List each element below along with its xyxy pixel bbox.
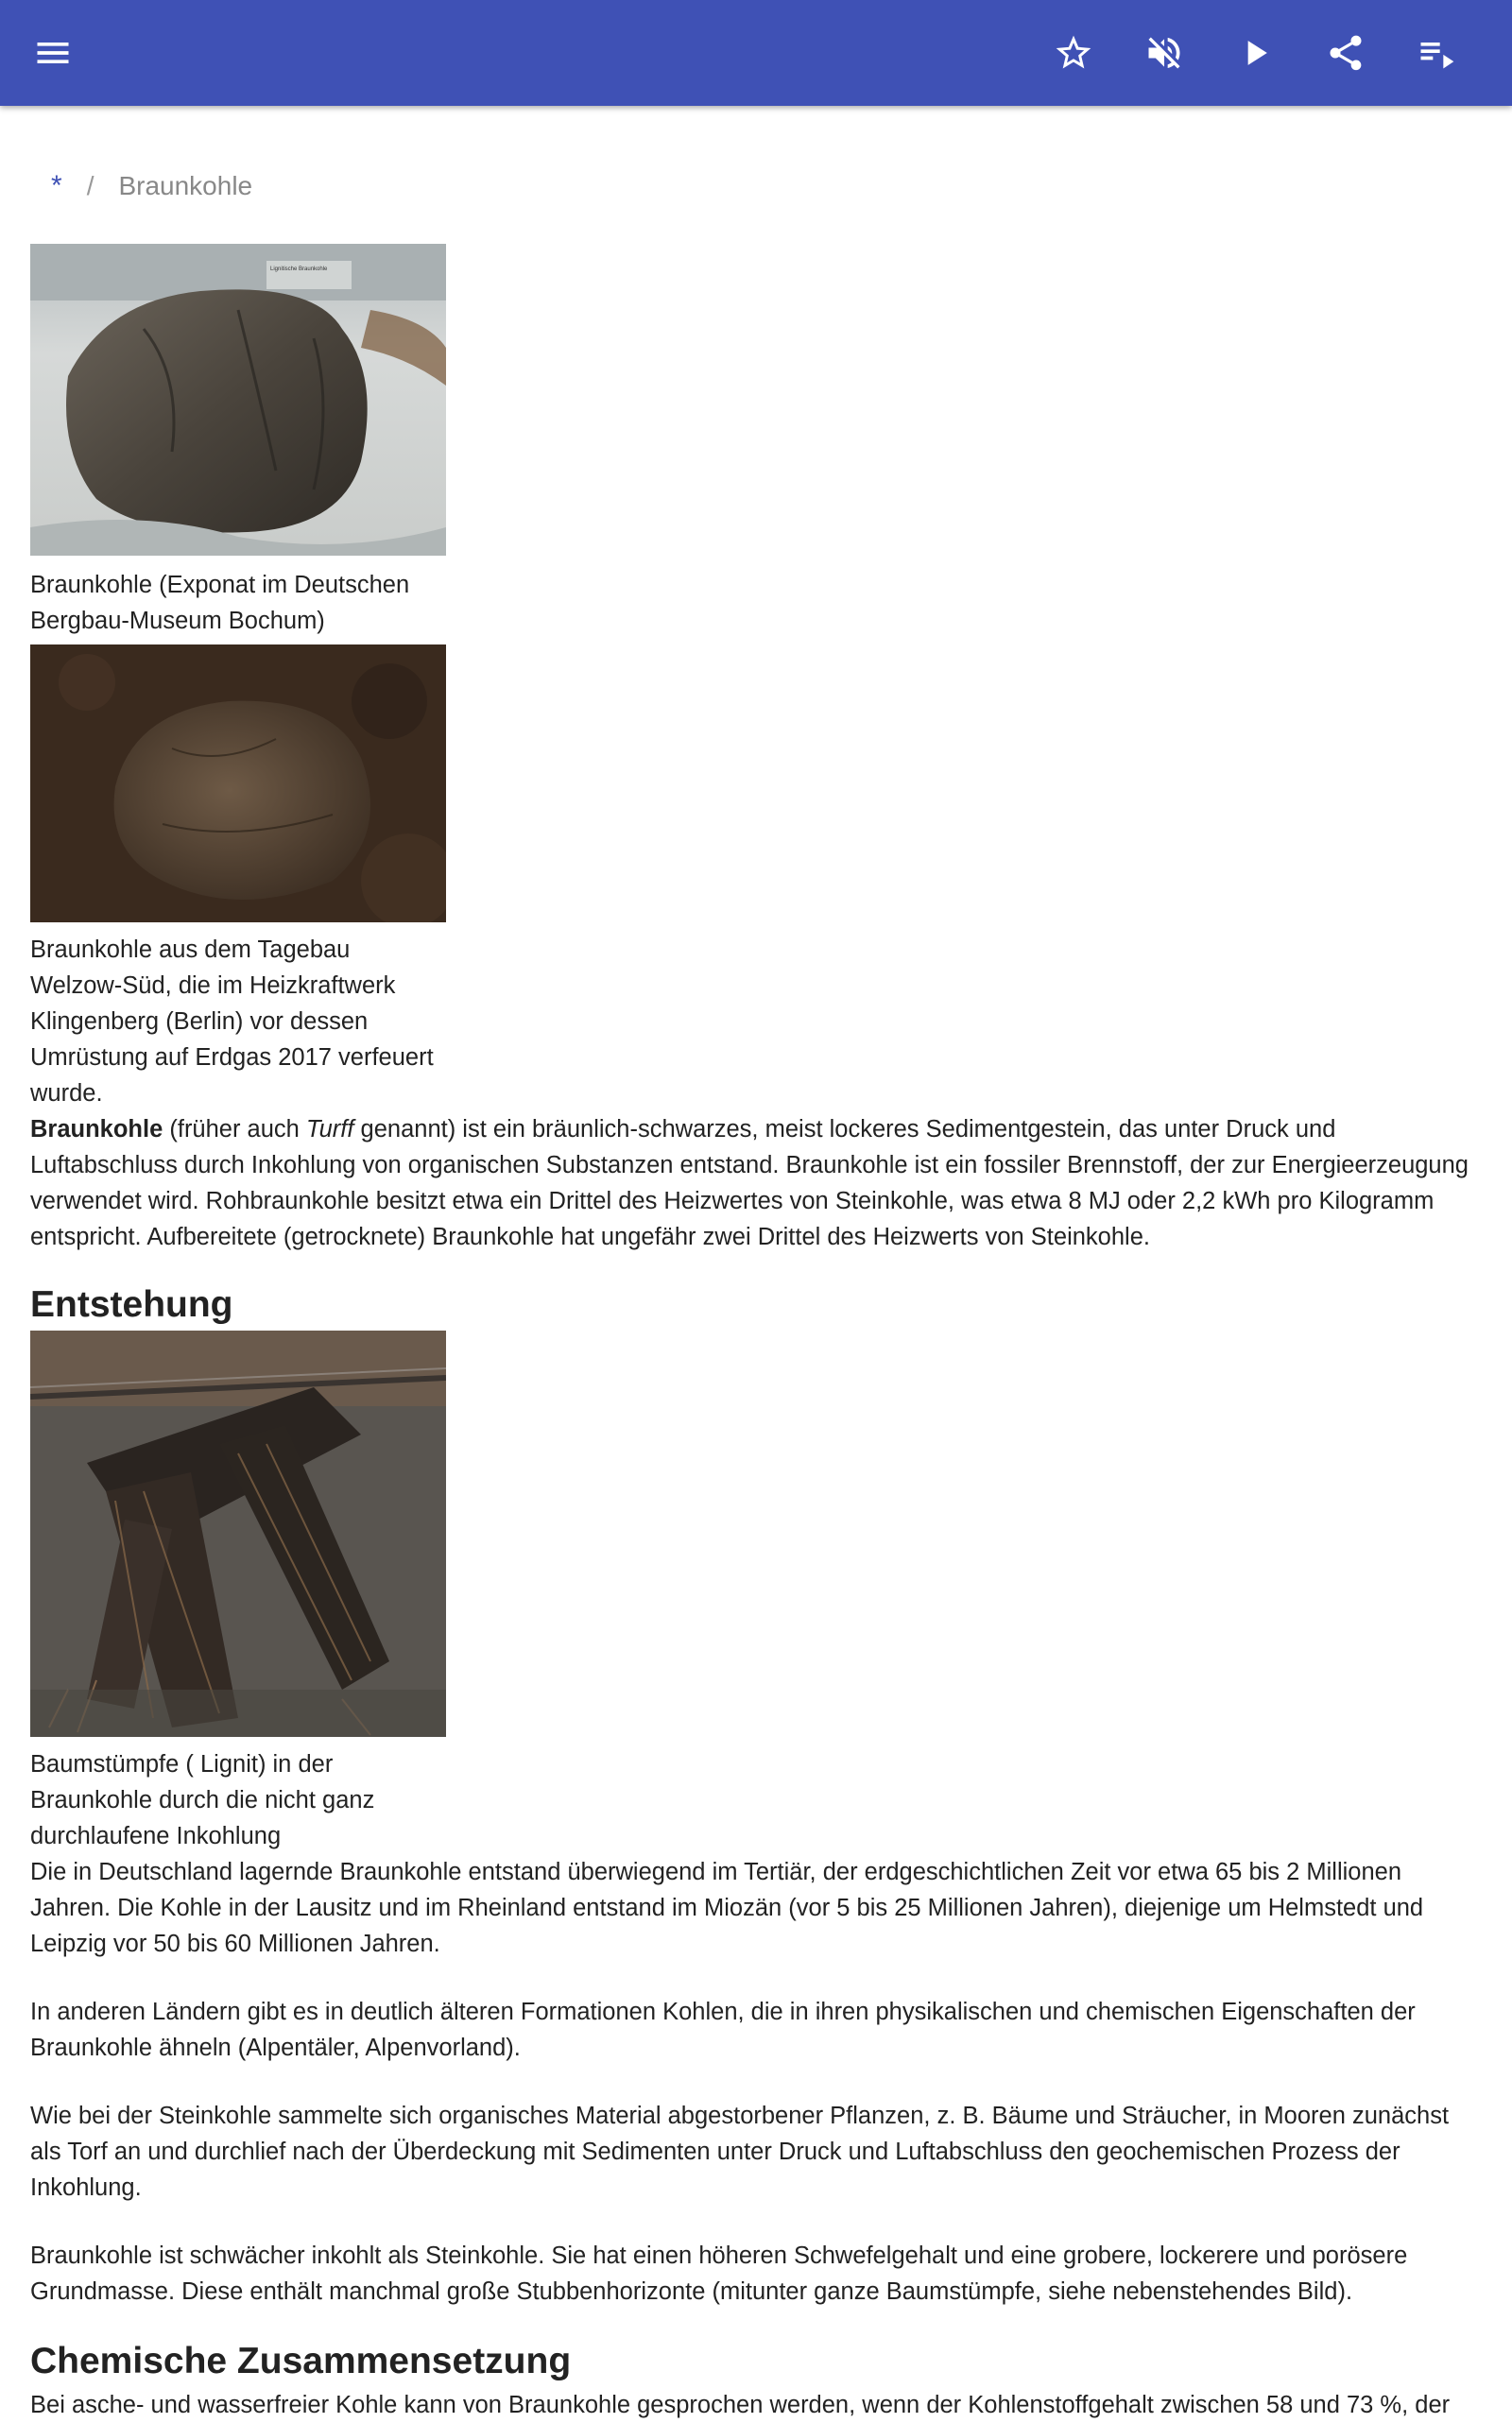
intro-bold-term: Braunkohle xyxy=(30,1116,163,1143)
breadcrumb-home-link[interactable]: * xyxy=(51,170,62,201)
playlist-icon[interactable] xyxy=(1406,23,1467,83)
section-heading-chemische-zusammensetzung: Chemische Zusammensetzung xyxy=(30,2341,572,2381)
intro-italic-term: Turff xyxy=(305,1116,354,1143)
entstehung-paragraph-2: In anderen Ländern gibt es in deutlich älteren Formationen Kohlen, die in ihren physikalischen und chemischen Eigenschaften der Braunkohle ähneln (Alpentäler, Alpenvorland). xyxy=(30,1999,1416,2061)
figure-tree-stumps xyxy=(30,1331,1486,1854)
lignite-exhibit-image[interactable] xyxy=(30,244,446,556)
figure-caption: Braunkohle aus dem Tagebau Welzow-Süd, die im Heizkraftwerk Klingenberg (Berlin) vor dessen Umrüstung auf Erdgas 2017 verfeuert wurde. xyxy=(30,937,434,1107)
intro-paragraph xyxy=(30,1111,1486,1255)
menu-icon[interactable] xyxy=(23,23,83,83)
breadcrumb-current: Braunkohle xyxy=(118,171,253,200)
share-icon[interactable] xyxy=(1315,23,1376,83)
article-content xyxy=(30,244,1486,2423)
figure-museum-exhibit xyxy=(30,244,1486,639)
intro-text-part2: genannt) ist ein bräunlich-schwarzes, meist lockeres Sedimentgestein, das unter Druck und Luftabschluss durch Inkohlung von organischen Substanzen entstand. Braunkohle ist ein fossiler Brennstoff, der zur Energieerzeugung verwendet wird. Rohbraunkohle besitzt etwa ein Drittel des Heizwertes von Steinkohle, was etwa 8 MJ oder 2,2 kWh pro Kilogramm entspricht. Aufbereitete (getrocknete) Braunkohle hat ungefähr zwei Drittel des Heizwerts von Steinkohle. xyxy=(30,1116,1469,1250)
entstehung-paragraph-4: Braunkohle ist schwächer inkohlt als Steinkohle. Sie hat einen höheren Schwefelgehalt und eine grobere, lockerere und porösere Grundmasse. Diese enthält manchmal große Stubbenhorizonte (mitunter ganze Baumstümpfe, siehe nebenstehendes Bild). xyxy=(30,2243,1408,2305)
figure-welzow-sued xyxy=(30,644,1486,1111)
breadcrumb-separator: / xyxy=(86,171,94,200)
breadcrumb xyxy=(51,170,252,202)
app-toolbar xyxy=(0,0,1512,106)
lignite-chunk-image[interactable] xyxy=(30,644,446,922)
entstehung-paragraph-1: Die in Deutschland lagernde Braunkohle entstand überwiegend im Tertiär, der erdgeschichtlichen Zeit vor etwa 65 bis 2 Millionen Jahren. Die Kohle in der Lausitz und im Rheinland entstand im Miozän (vor 5 bis 25 Millionen Jahren), diejenige um Helmstedt und Leipzig vor 50 bis 60 Millionen Jahren. xyxy=(30,1859,1424,1957)
exhibit-sign-text: Lignitische Braunkohle xyxy=(270,266,328,272)
entstehung-paragraph-3: Wie bei der Steinkohle sammelte sich organisches Material abgestorbener Pflanzen, z. B. Bäume und Sträucher, in Mooren zunächst als Torf an und durchlief nach der Überdeckung mit Sedimenten unter Druck und Luftabschluss den geochemischen Prozess der Inkohlung. xyxy=(30,2103,1450,2201)
figure-caption: Braunkohle (Exponat im Deutschen Bergbau-Museum Bochum) xyxy=(30,572,410,634)
section-heading-entstehung: Entstehung xyxy=(30,1284,233,1325)
play-icon[interactable] xyxy=(1225,23,1285,83)
intro-text-part1: (früher auch xyxy=(163,1116,306,1143)
tree-stumps-image[interactable] xyxy=(30,1331,446,1737)
figure-caption: Baumstümpfe ( Lignit) in der Braunkohle durch die nicht ganz durchlaufene Inkohlung xyxy=(30,1751,375,1849)
star-outline-icon[interactable] xyxy=(1043,23,1104,83)
chemie-paragraph-1: Bei asche- und wasserfreier Kohle kann von Braunkohle gesprochen werden, wenn der Kohlenstoffgehalt zwischen 58 und 73 %, der xyxy=(30,2392,1451,2418)
volume-off-icon[interactable] xyxy=(1134,23,1194,83)
